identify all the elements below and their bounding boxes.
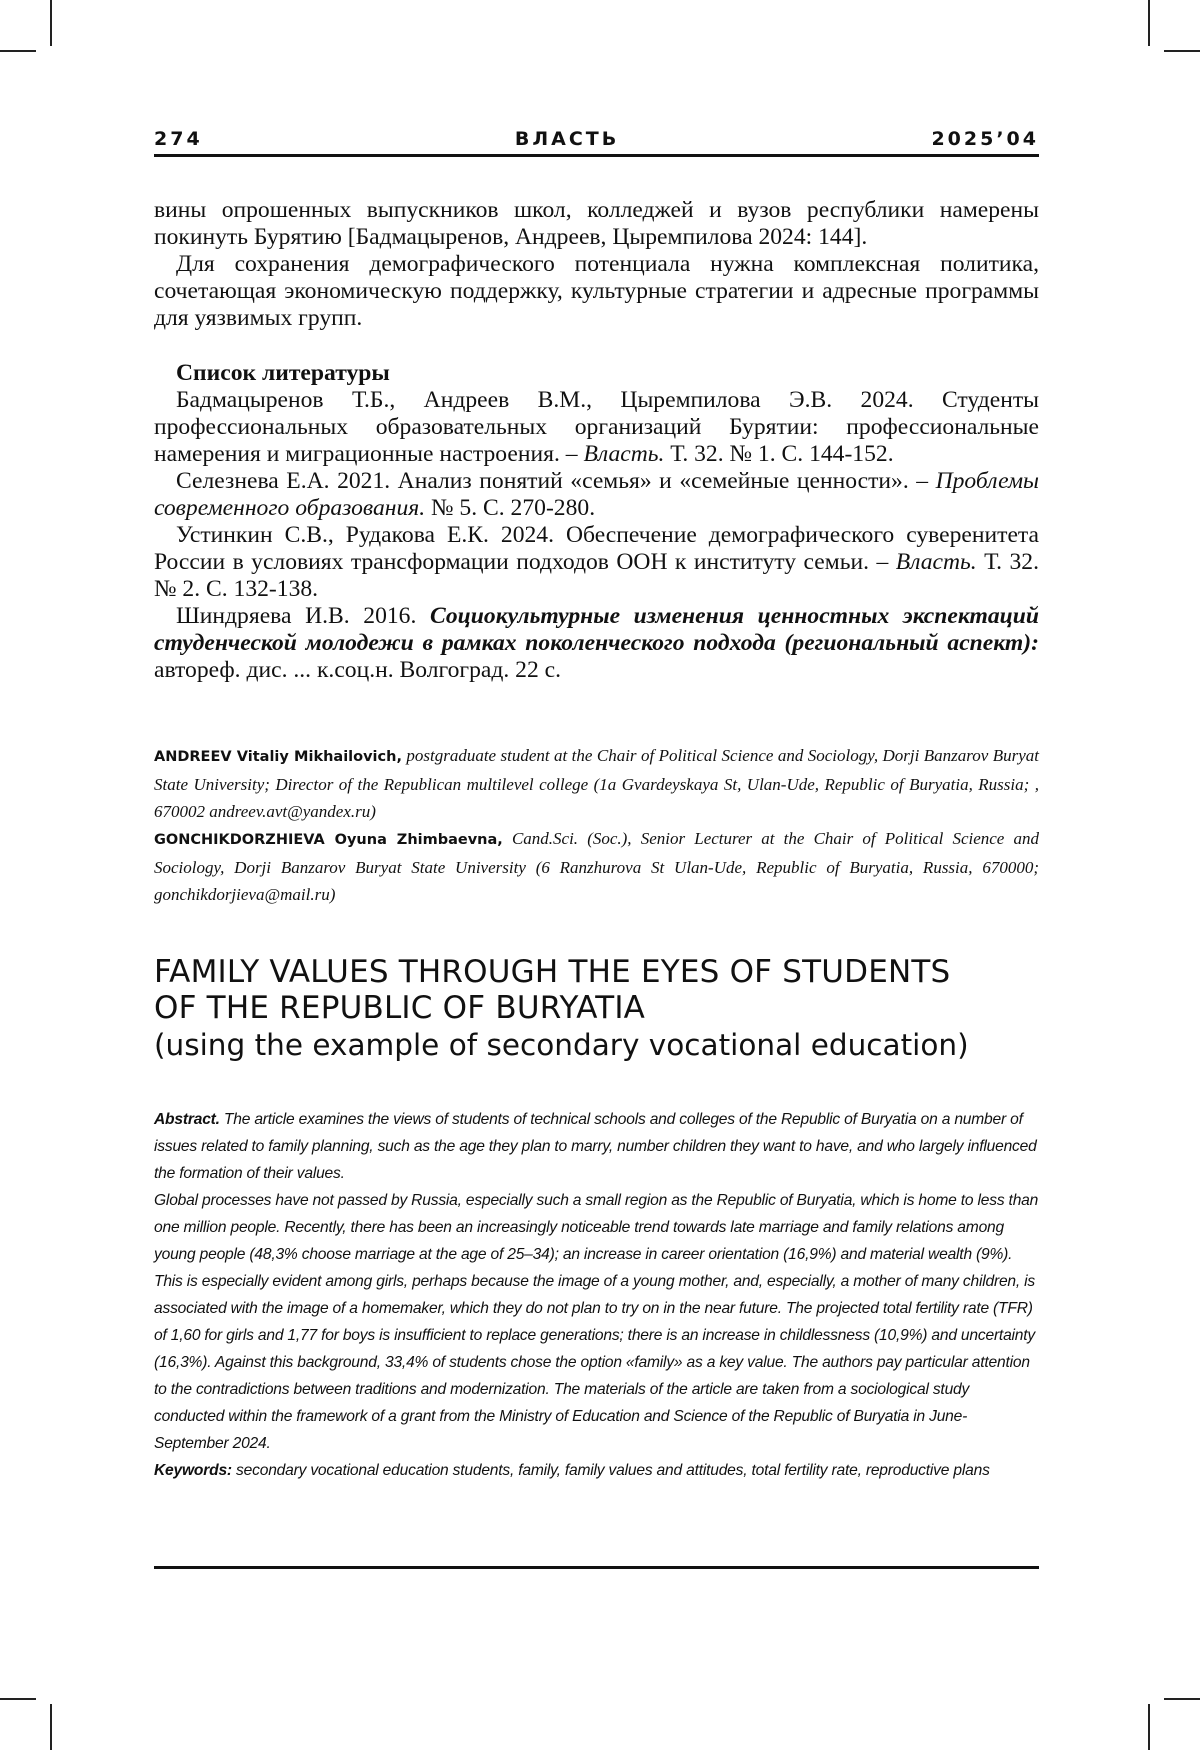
reference-item: Устинкин С.В., Рудакова Е.К. 2024. Обеспечение демографического суверенитета России в условиях трансформации подходов ООН к институту семьи. – Власть. Т. 32. № 2. С. 132-138. <box>154 522 1039 602</box>
bottom-rule <box>154 1566 1039 1569</box>
crop-mark <box>1164 1698 1200 1700</box>
reference-item: Шиндряева И.В. 2016. Социокультурные изменения ценностных экспектаций студенческой молодежи в рамках поколенческого подхода (региональный аспект): автореф. дис. ... к.соц.н. Волгоград. 22 с. <box>154 603 1039 683</box>
keywords-label: Keywords: <box>154 1462 232 1479</box>
keywords: Keywords: secondary vocational education students, family, family values and attitudes, total fertility rate, reproductive plans <box>154 1462 990 1479</box>
crop-mark <box>50 0 52 46</box>
author-entry <box>154 742 1039 825</box>
abstract-label: Abstract. <box>154 1111 220 1128</box>
body-paragraph: Для сохранения демографического потенциала нужна комплексная политика, сочетающая экономическую поддержку, культурные стратегии и адресные программы для уязвимых групп. <box>154 251 1039 331</box>
page-number: 274 <box>154 128 203 150</box>
references <box>154 360 1039 684</box>
crop-mark <box>0 50 36 52</box>
references-heading: Список литературы <box>176 360 390 386</box>
reference-item: Бадмацыренов Т.Б., Андреев В.М., Цыремпилова Э.В. 2024. Студенты профессиональных образовательных организаций Бурятии: профессиональные намерения и миграционные настроения. – Власть. Т. 32. № 1. С. 144-152. <box>154 387 1039 467</box>
author-entry <box>154 825 1039 908</box>
body-paragraph: вины опрошенных выпускников школ, колледжей и вузов республики намерены покинуть Бурятию [Бадмацыренов, Андреев, Цыремпилова 2024: 144]. <box>154 197 1039 250</box>
crop-mark <box>50 1704 52 1750</box>
crop-mark <box>0 1698 36 1700</box>
page <box>154 124 1039 1484</box>
issue-number: 2025’04 <box>931 128 1039 150</box>
title-subtitle: (using the example of secondary vocational education) <box>154 1028 969 1062</box>
title-line: OF THE REPUBLIC OF BURYATIA <box>154 990 646 1026</box>
abstract <box>154 1106 1039 1484</box>
author-name: GONCHIKDORZHIEVA Oyuna Zhimbaevna, <box>154 832 503 848</box>
author-description: postgraduate student at the Chair of Political Science and Sociology, Dorji Banzarov Buryat State University; Director of the Republican multilevel college (1a Gvardeyskaya St, Ulan-Ude, Republic of Buryatia, Russia; , 670002 andreev.avt@yandex.ru) <box>154 746 1039 821</box>
abstract-paragraph: Abstract. The article examines the views of students of technical schools and colleges of the Republic of Buryatia on a number of issues related to family planning, such as the age they plan to marry, number children they want to have, and who largely influenced the formation of their values. <box>154 1111 1037 1182</box>
author-info <box>154 742 1039 908</box>
journal-name: ВЛАСТЬ <box>514 128 620 150</box>
title-line: FAMILY VALUES THROUGH THE EYES OF STUDENTS <box>154 954 951 990</box>
article-title <box>154 954 1039 1064</box>
abstract-paragraph: Global processes have not passed by Russia, especially such a small region as the Republic of Buryatia, which is home to less than one million people. Recently, there has been an increasingly noticeable trend towards late marriage and family relations among young people (48,3% choose marriage at the age of 25–34); an increase in career orientation (16,9%) and material wealth (9%). This is especially evident among girls, perhaps because the image of a young mother, and, especially, a mother of many children, is associated with the image of a homemaker, which they do not plan to try on in the near future. The projected total fertility rate (TFR) of 1,60 for girls and 1,77 for boys is insufficient to replace generations; there is an increase in childlessness (10,9%) and uncertainty (16,3%). Against this background, 33,4% of students chose the option «family» as a key value. The authors pay particular attention to the contradictions between traditions and modernization. The materials of the article are taken from a sociological study conducted within the framework of a grant from the Ministry of Education and Science of the Republic of Buryatia in June-September 2024. <box>154 1192 1039 1452</box>
author-description: Cand.Sci. (Soc.), Senior Lecturer at the Chair of Political Science and Sociology, Dorji Banzarov Buryat State University (6 Ranzhurova St Ulan-Ude, Republic of Buryatia, Russia, 670000; gonchikdorjieva@mail.ru) <box>154 829 1040 904</box>
crop-mark <box>1148 0 1150 46</box>
body-text <box>154 197 1039 332</box>
crop-mark <box>1164 50 1200 52</box>
crop-mark <box>1148 1704 1150 1750</box>
reference-item: Селезнева Е.А. 2021. Анализ понятий «семья» и «семейные ценности». – Проблемы современного образования. № 5. С. 270-280. <box>154 468 1039 521</box>
author-name: ANDREEV Vitaliy Mikhailovich, <box>154 749 402 765</box>
running-head <box>154 124 1039 157</box>
